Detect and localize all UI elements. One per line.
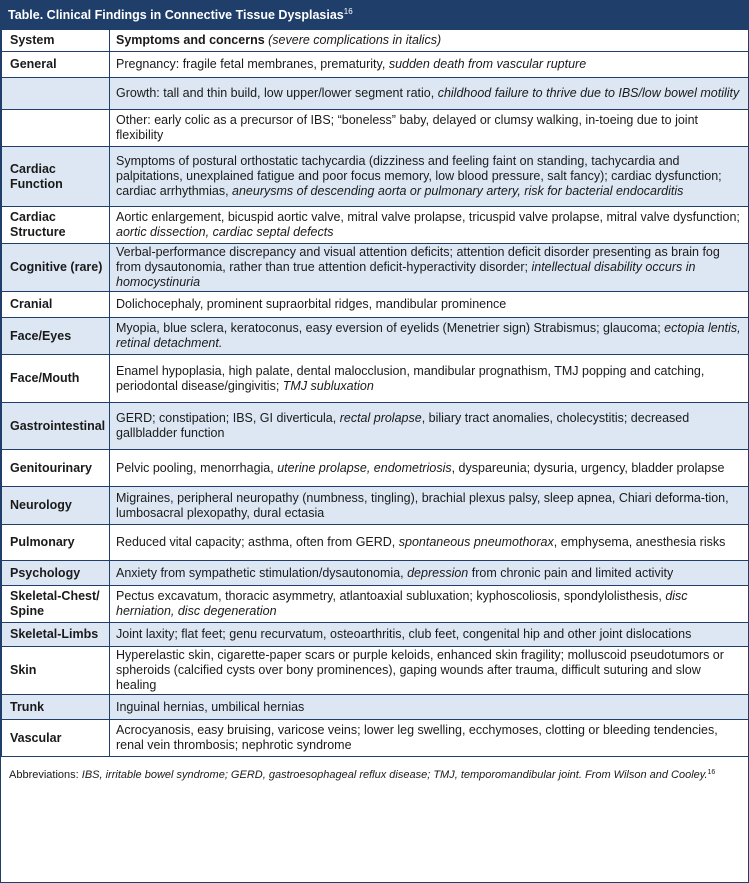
system-cell: Pulmonary	[2, 525, 110, 561]
symptoms-cell	[110, 318, 749, 355]
system-cell: Cardiac Structure	[2, 207, 110, 244]
severe-complication-text: sudden death from vascular rupture	[388, 57, 587, 71]
footer-reference: 16	[707, 769, 716, 776]
symptom-text: Myopia, blue sclera, keratoconus, easy eversion of eyelids (Menetrier sign) Strabismus; glaucoma;	[116, 321, 665, 335]
symptom-text: Reduced vital capacity; asthma, often from GERD,	[116, 535, 399, 549]
system-cell: Skin	[2, 647, 110, 695]
table-row	[2, 403, 749, 450]
symptom-text: Symptoms of postural orthostatic tachycardia (dizziness and feeling faint on standing, tachycardia and palpitations, unexplained fatigue and poor focus memory, low blood pressure, salt fancy); cardiac dysfunction; cardiac arrhythmias,	[116, 154, 722, 198]
table-row	[2, 450, 749, 487]
symptoms-cell	[110, 292, 749, 318]
severe-complication-text: spontaneous pneumothorax	[398, 535, 554, 549]
symptoms-cell	[110, 720, 749, 757]
table-title-reference: 16	[343, 7, 353, 16]
symptom-text: Migraines, peripheral neuropathy (numbness, tingling), brachial plexus palsy, sleep apnea, Chiari deforma-tion, lumbosacral plexopathy, dural ectasia	[116, 490, 729, 520]
symptom-text: Pregnancy: fragile fetal membranes, prematurity,	[116, 57, 389, 71]
table-row	[2, 244, 749, 292]
table-row	[2, 292, 749, 318]
system-cell: Neurology	[2, 487, 110, 525]
severe-complication-text: disc herniation, disc degeneration	[116, 589, 688, 618]
system-cell	[2, 78, 110, 110]
symptoms-cell	[110, 355, 749, 403]
system-column-header: System	[2, 30, 110, 52]
symptoms-cell	[110, 244, 749, 292]
symptoms-cell	[110, 561, 749, 586]
severe-complication-text: intellectual disability occurs in homocystinuria	[116, 260, 696, 289]
system-cell: Face/Mouth	[2, 355, 110, 403]
table-row	[2, 695, 749, 720]
table-title: Table. Clinical Findings in Connective Tissue Dysplasias	[8, 8, 344, 22]
table-row	[2, 647, 749, 695]
table-row	[2, 110, 749, 147]
system-cell	[2, 110, 110, 147]
symptom-text: Hyperelastic skin, cigarette-paper scars or purple keloids, enhanced skin fragility; molluscoid pseudotumors or spheroids (calcified cysts over bony prominences), gaping wounds after trauma, difficult suturing and slow healing	[116, 648, 724, 692]
severe-complication-text: TMJ subluxation	[282, 378, 374, 393]
symptom-text: Aortic enlargement, bicuspid aortic valve, mitral valve prolapse, tricuspid valve prolapse, mitral valve dysfunction;	[116, 210, 740, 224]
table-row	[2, 52, 749, 78]
table-row	[2, 720, 749, 757]
symptom-text: Joint laxity; flat feet; genu recurvatum, osteoarthritis, club feet, congenital hip and other joint dislocations	[116, 627, 692, 641]
symptoms-cell	[110, 110, 749, 147]
severe-complication-text: aortic dissection, cardiac septal defects	[116, 225, 334, 239]
table-row	[2, 525, 749, 561]
system-cell: Face/Eyes	[2, 318, 110, 355]
system-cell: Gastrointestinal	[2, 403, 110, 450]
table-row	[2, 623, 749, 647]
table-row	[2, 561, 749, 586]
table-row	[2, 487, 749, 525]
system-cell: Psychology	[2, 561, 110, 586]
table-header-row	[2, 30, 749, 52]
severe-complication-text: uterine prolapse, endometriosis	[277, 460, 452, 475]
symptoms-header-label: Symptoms and concerns	[116, 33, 265, 47]
symptoms-cell	[110, 695, 749, 720]
table-footer-abbreviations	[1, 757, 748, 782]
severe-complication-text: ectopia lentis, retinal detachment.	[116, 321, 741, 350]
symptom-text: Anxiety from sympathetic stimulation/dysautonomia,	[116, 565, 408, 580]
table-row	[2, 207, 749, 244]
symptom-text: Growth: tall and thin build, low upper/lower segment ratio,	[116, 86, 438, 100]
system-cell: Cognitive (rare)	[2, 244, 110, 292]
severe-complication-text: depression	[407, 565, 469, 580]
symptom-text: Inguinal hernias, umbilical hernias	[116, 699, 305, 714]
symptom-text: , biliary tract anomalies, cholecystitis; decreased gallbladder function	[116, 411, 690, 440]
symptoms-cell	[110, 586, 749, 623]
symptoms-column-header	[110, 30, 749, 52]
symptom-text: Pelvic pooling, menorrhagia,	[116, 460, 278, 475]
table-title-bar	[1, 1, 748, 29]
symptoms-cell	[110, 52, 749, 78]
severe-complication-text: rectal prolapse	[339, 411, 422, 425]
footer-text	[9, 769, 708, 781]
footer-label: Abbreviations:	[9, 769, 82, 781]
severe-complication-text: childhood failure to thrive due to IBS/low bowel motility	[437, 86, 740, 100]
system-cell: Cardiac Function	[2, 147, 110, 207]
symptoms-cell	[110, 450, 749, 487]
symptom-text: Verbal-performance discrepancy and visual attention deficits; attention deficit disorder presenting as brain fog from dysautonomia, rather than true attention deficit-hyperactivity disorder;	[116, 245, 720, 274]
findings-table	[1, 29, 749, 757]
symptoms-cell	[110, 525, 749, 561]
symptom-text: Enamel hypoplasia, high palate, dental malocclusion, mandibular prognathism, TMJ popping and catching, periodontal disease/gingivitis;	[116, 363, 705, 393]
severe-complication-text: aneurysms of descending aorta or pulmonary artery, risk for bacterial endocarditis	[232, 184, 684, 198]
system-cell: Genitourinary	[2, 450, 110, 487]
symptom-text: , dyspareunia; dysuria, urgency, bladder prolapse	[451, 460, 725, 475]
system-cell: Vascular	[2, 720, 110, 757]
system-cell: Trunk	[2, 695, 110, 720]
system-cell: Skeletal-Chest/ Spine	[2, 586, 110, 623]
symptoms-cell	[110, 623, 749, 647]
symptom-text: GERD; constipation; IBS, GI diverticula,	[116, 411, 340, 425]
system-cell: Skeletal-Limbs	[2, 623, 110, 647]
table-row	[2, 586, 749, 623]
symptom-text: , emphysema, anesthesia risks	[553, 535, 726, 549]
table-row	[2, 78, 749, 110]
symptoms-cell	[110, 403, 749, 450]
symptoms-cell	[110, 147, 749, 207]
symptoms-cell	[110, 207, 749, 244]
symptoms-cell	[110, 78, 749, 110]
system-cell: Cranial	[2, 292, 110, 318]
system-cell: General	[2, 52, 110, 78]
symptom-text: Pectus excavatum, thoracic asymmetry, atlantoaxial subluxation; kyphoscoliosis, spondylolisthesis,	[116, 589, 666, 603]
symptoms-header-note: (severe complications in italics)	[268, 33, 442, 47]
table-row	[2, 318, 749, 355]
symptom-text: Acrocyanosis, easy bruising, varicose veins; lower leg swelling, ecchymoses, clotting or bleeding tendencies, renal vein thrombosis; nephrotic syndrome	[116, 723, 718, 752]
symptom-text: from chronic pain and limited activity	[468, 565, 674, 580]
symptom-text: Other: early colic as a precursor of IBS; “boneless” baby, delayed or clumsy walking, in-toeing due to joint flexibility	[116, 113, 698, 142]
table-row	[2, 355, 749, 403]
symptoms-cell	[110, 647, 749, 695]
footer-italic-text: IBS, irritable bowel syndrome; GERD, gastroesophageal reflux disease; TMJ, temporomandibular joint. From Wilson and Cooley.	[81, 769, 708, 781]
symptoms-cell	[110, 487, 749, 525]
symptom-text: Dolichocephaly, prominent supraorbital ridges, mandibular prominence	[116, 297, 507, 311]
table-row	[2, 147, 749, 207]
